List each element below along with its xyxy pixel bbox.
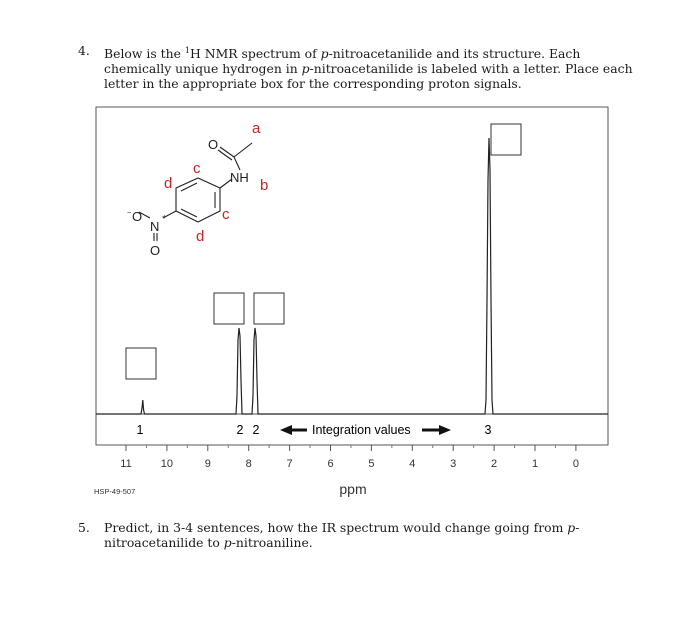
- x-tick-label: 10: [160, 458, 174, 470]
- integration-value-1: 1: [136, 423, 144, 437]
- x-tick-label: 6: [327, 458, 334, 470]
- proton-label-d-bottom: d: [196, 228, 205, 245]
- x-tick-label: 1: [531, 458, 539, 470]
- arrow-right-icon: [439, 425, 451, 435]
- atom-plus-sign: +: [162, 212, 167, 221]
- x-tick-label: 2: [491, 458, 498, 470]
- spectrum-frame: [96, 107, 608, 445]
- answer-box-peak-2a[interactable]: [214, 293, 244, 324]
- spectrum-trace: [96, 138, 608, 414]
- proton-label-a: a: [252, 120, 261, 137]
- x-axis-ticks: [120, 445, 579, 470]
- benzene-ring: [176, 178, 220, 222]
- bond-carbonyl-o-1: [220, 147, 234, 157]
- integration-label: Integration values: [312, 423, 411, 437]
- x-tick-label: 5: [368, 458, 375, 470]
- x-tick-label: 3: [450, 458, 457, 470]
- question-4-text: Below is the $^1$H NMR spectrum of p-nitroacetanilide and its structure. Each chemically unique hydrogen in p-nitroacetanilide is labeled with a letter. Place each letter in the appropriate box for the corresponding proton signals.: [104, 46, 633, 92]
- answer-box-peak-2b[interactable]: [254, 293, 284, 324]
- atom-n-nitro: N: [150, 219, 160, 234]
- answer-box-peak-3[interactable]: [491, 124, 521, 155]
- answer-box-peak-1[interactable]: [126, 348, 156, 379]
- bond-nh-carbonyl: [234, 157, 240, 170]
- arrow-left-icon: [280, 425, 292, 435]
- integration-value-2a: 2: [236, 423, 244, 437]
- atom-o-carbonyl: O: [208, 137, 219, 152]
- x-tick-label: 4: [409, 458, 416, 470]
- atom-o-double: O: [150, 243, 161, 258]
- x-tick-label: 8: [245, 458, 252, 470]
- integration-value-2b: 2: [252, 423, 260, 437]
- x-tick-label: 11: [120, 458, 132, 470]
- question-5-text: Predict, in 3-4 sentences, how the IR spectrum would change going from p-nitroacetanilide to p-nitroaniline.: [104, 520, 580, 550]
- bond-carbonyl-o-2: [218, 150, 232, 160]
- x-tick-label: 7: [286, 458, 293, 470]
- question-5-number: 5.: [78, 520, 90, 535]
- ring-double-bond-3: [181, 209, 197, 217]
- proton-label-c-top: c: [193, 160, 201, 177]
- integration-value-3: 3: [484, 423, 492, 437]
- question-5: [78, 520, 646, 550]
- bond-methyl: [234, 143, 252, 157]
- x-tick-label: 9: [204, 458, 211, 470]
- proton-label-d-left: d: [164, 175, 173, 192]
- atom-nh: NH: [230, 170, 249, 185]
- proton-label-b: b: [260, 177, 269, 194]
- x-tick-label: 0: [572, 458, 579, 470]
- x-axis-label: ppm: [339, 481, 367, 497]
- proton-label-c-right: c: [222, 206, 230, 223]
- atom-o-minus: O: [132, 209, 143, 224]
- atom-minus-sign: −: [127, 208, 132, 217]
- source-id: HSP-49-507: [94, 487, 136, 496]
- question-4-number: 4.: [78, 43, 90, 58]
